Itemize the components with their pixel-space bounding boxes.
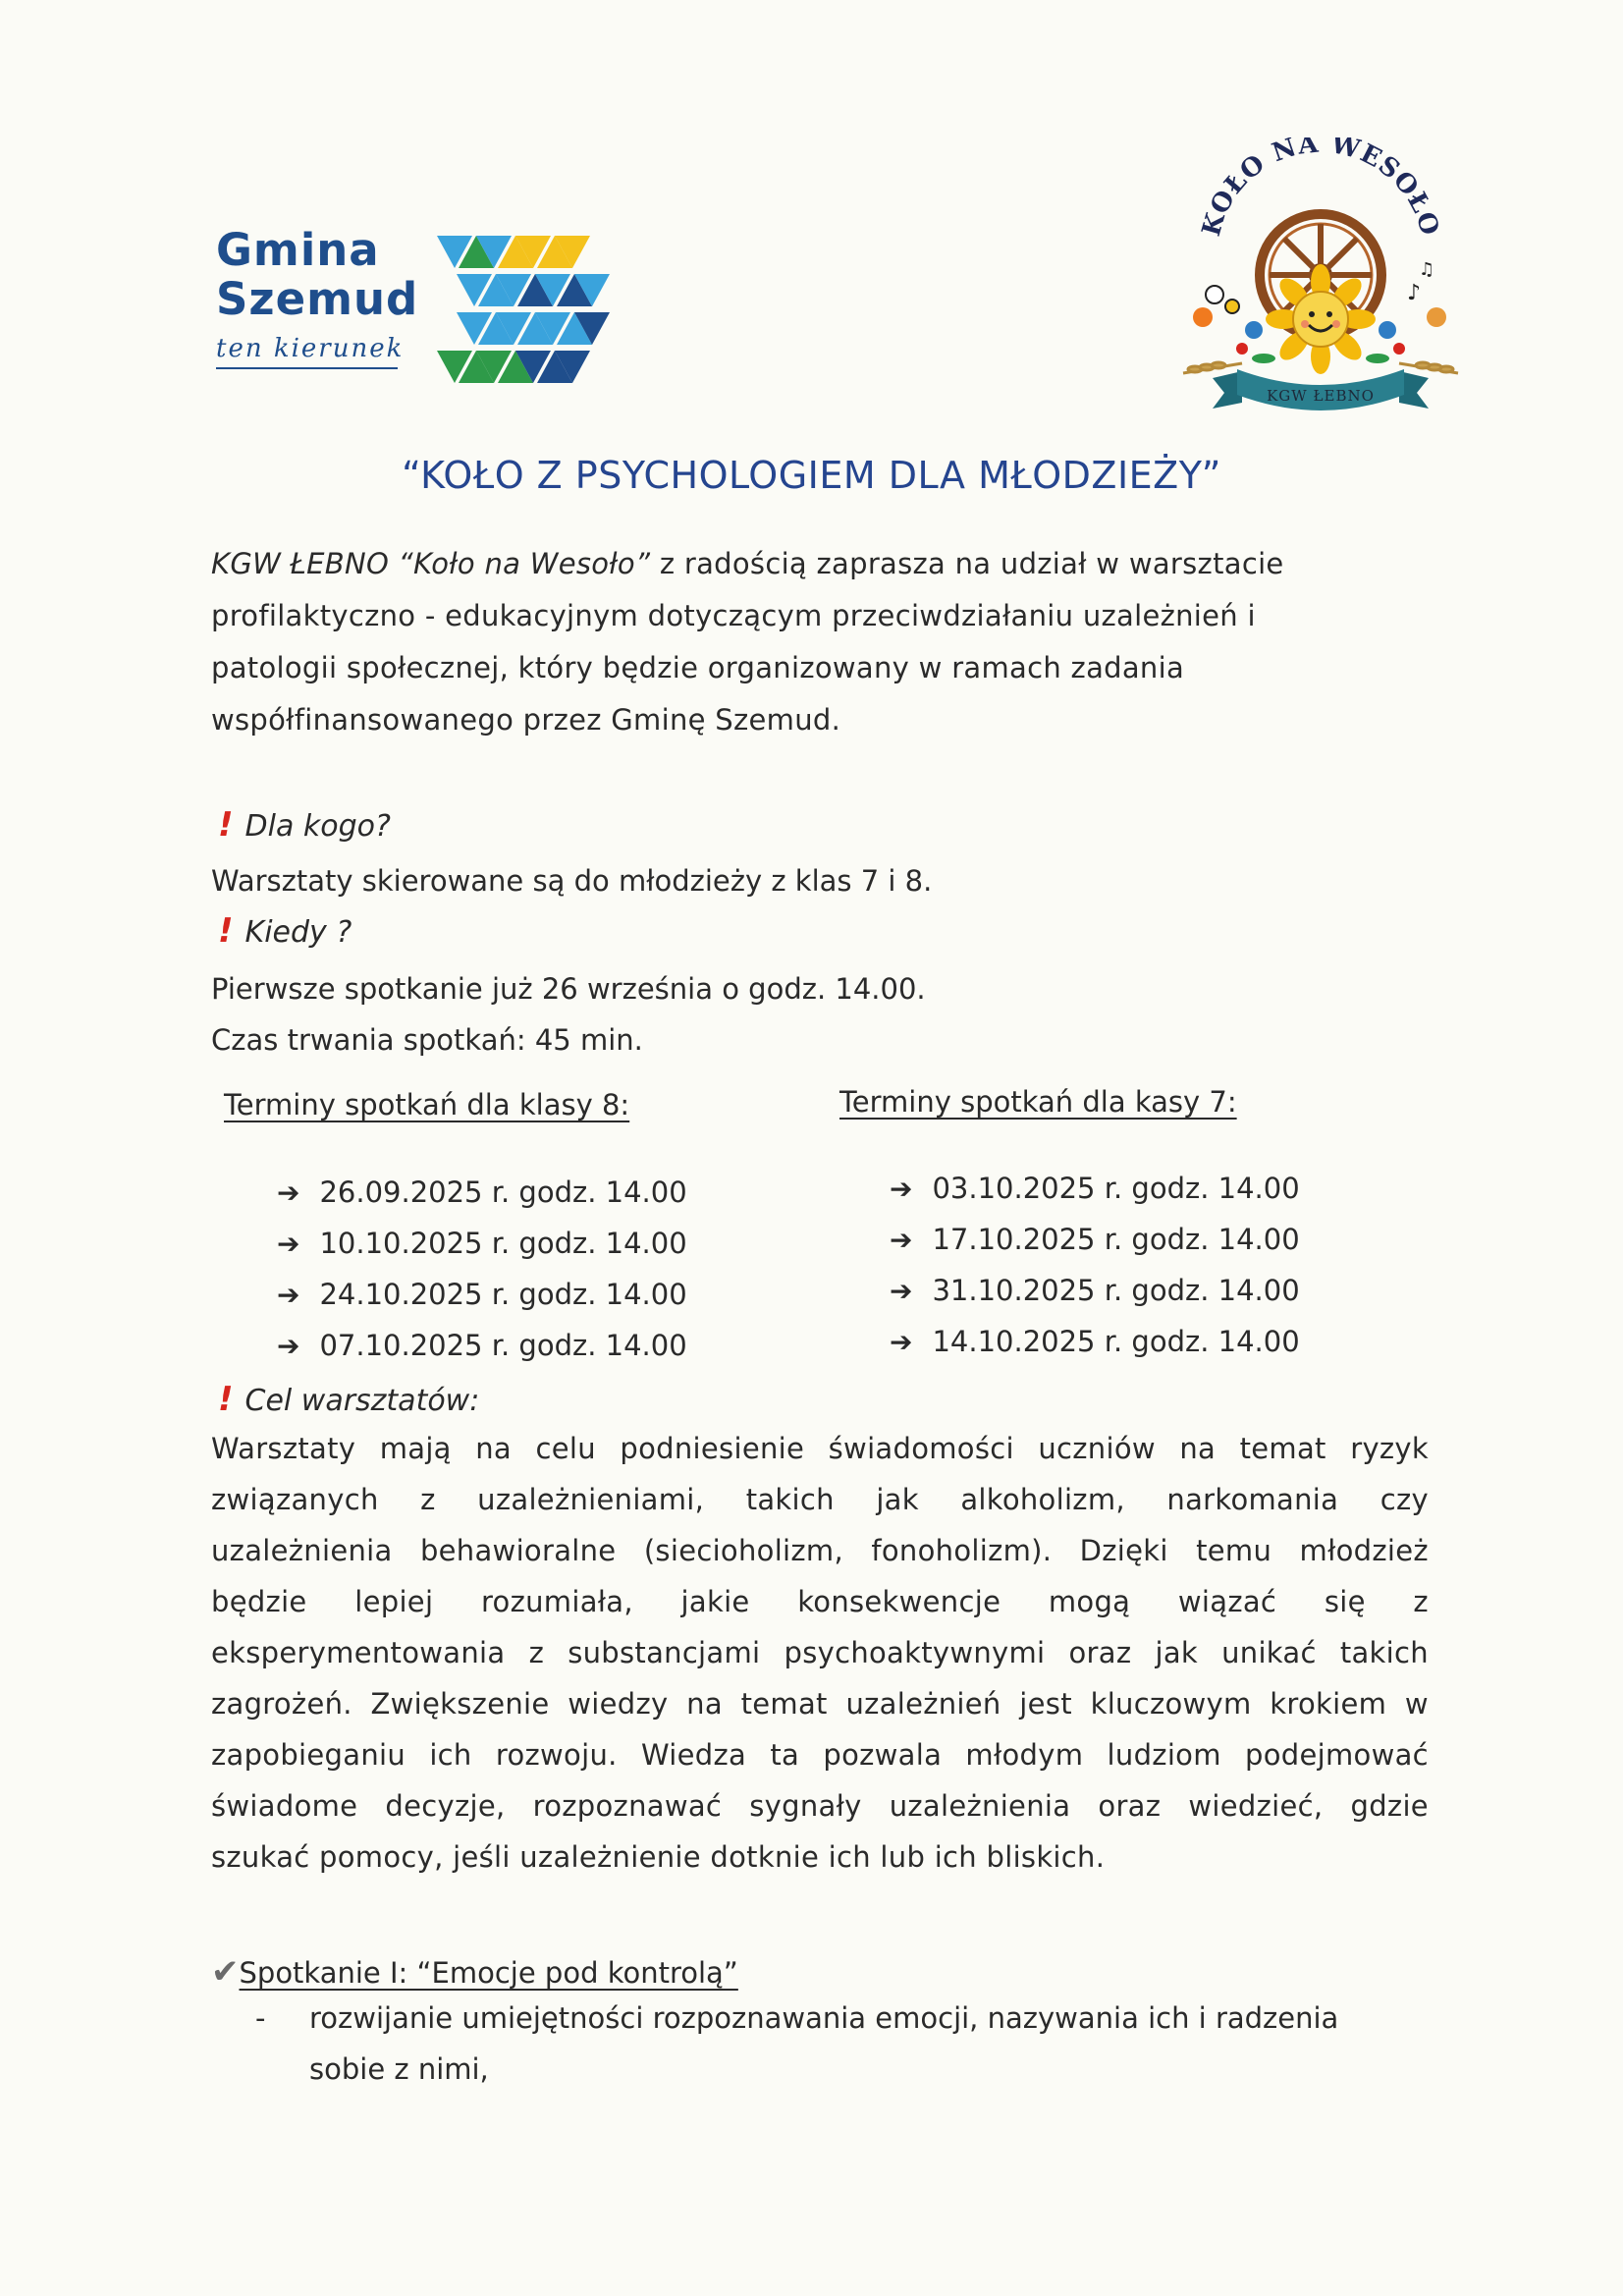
goal-line: Warsztaty mają na celu podniesienie świadomości uczniów na temat ryzyk [211,1432,1429,1465]
goal-line: eksperymentowania z substancjami psychoaktywnymi oraz jak unikać takich [211,1636,1429,1669]
goal-heading [218,1380,479,1419]
exclamation-icon: ! [218,911,234,951]
goal-line: świadome decyzje, rozpoznawać sygnały uzależnienia oraz wiedzieć, gdzie [211,1789,1429,1823]
date-text: 24.10.2025 r. godz. 14.00 [319,1278,687,1311]
triangle-mosaic-icon [437,231,633,398]
schedule-8-heading: Terminy spotkań dla klasy 8: [224,1088,630,1121]
when-line-2: Czas trwania spotkań: 45 min. [211,1023,643,1057]
arrow-right-icon: ➔ [890,1274,913,1307]
arrow-right-icon: ➔ [890,1172,913,1205]
meeting-1-heading [211,1952,738,1992]
gmina-tagline: ten kierunek [216,334,405,363]
kgw-ribbon-text: KGW ŁEBNO [1267,387,1375,405]
for-whom-text: Warsztaty skierowane są do młodzieży z klas 7 i 8. [211,864,933,898]
intro-line1-rest: z radością zaprasza na udział w warsztacie [650,547,1284,580]
when-heading [218,911,352,951]
kgw-badge-graphic [1173,137,1468,417]
arrow-right-icon: ➔ [277,1278,300,1311]
date-text: 03.10.2025 r. godz. 14.00 [932,1172,1300,1205]
when-line-1: Pierwsze spotkanie już 26 września o godz. 14.00. [211,972,926,1006]
schedule-7-list [890,1163,1300,1367]
music-notes-icon [1407,259,1434,305]
gmina-line2: Szemud [216,273,419,325]
intro-paragraph [211,538,1419,746]
tagline-underline [216,367,398,369]
for-whom-heading [218,805,391,845]
list-item [277,1320,687,1371]
intro-line-1 [211,538,1419,590]
arrow-right-icon: ➔ [890,1325,913,1358]
arrow-right-icon: ➔ [277,1227,300,1260]
schedule-7-heading: Terminy spotkań dla kasy 7: [839,1085,1237,1119]
goal-line: zagrożeń. Zwiększenie wiedzy na temat uzależnień jest kluczowym krokiem w [211,1687,1429,1721]
list-item [890,1214,1300,1265]
goal-line: będzie lepiej rozumiała, jakie konsekwencje mogą wiązać się z [211,1585,1429,1618]
goal-line: związanych z uzależnieniami, takich jak alkoholizm, narkomania czy [211,1483,1429,1516]
svg-text:♪: ♪ [1407,281,1422,305]
arrow-right-icon: ➔ [890,1223,913,1256]
bullet-line-2: sobie z nimi, [309,2052,489,2086]
list-item [277,1269,687,1320]
goal-line: uzależnienia behawioralne (siecioholizm, fonoholizm). Dzięki temu młodzież [211,1534,1429,1567]
org-name: KGW ŁEBNO “Koło na Wesoło” [211,547,651,580]
kgw-arc-text: KOŁO NA WESOŁO [1196,137,1445,240]
when-label: Kiedy ? [244,915,352,950]
exclamation-icon: ! [218,1380,234,1419]
list-item [277,1218,687,1269]
list-item [277,1167,687,1218]
kgw-lebno-badge [1173,137,1468,417]
intro-line-4: współfinansowanego przez Gminę Szemud. [211,703,841,737]
arrow-right-icon: ➔ [277,1175,300,1209]
list-item [890,1316,1300,1367]
gmina-line1: Gmina [216,224,380,276]
sunflower-icon [1266,264,1376,374]
page-title: “KOŁO Z PSYCHOLOGIEM DLA MŁODZIEŻY” [402,454,1221,497]
date-text: 14.10.2025 r. godz. 14.00 [932,1325,1300,1358]
meeting-1-title: Spotkanie I: “Emocje pod kontrolą” [239,1956,738,1990]
goal-paragraph [211,1432,1429,1891]
goal-line: szukać pomocy, jeśli uzależnienie dotknie ich lub ich bliskich. [211,1840,1106,1874]
ribbon-banner [1213,369,1429,410]
bullet-text-1: rozwijanie umiejętności rozpoznawania emocji, nazywania ich i radzenia [309,2001,1339,2035]
arrow-right-icon: ➔ [277,1329,300,1362]
date-text: 07.10.2025 r. godz. 14.00 [319,1329,687,1362]
schedule-8-list [277,1167,687,1371]
date-text: 31.10.2025 r. godz. 14.00 [932,1274,1300,1307]
list-item [890,1163,1300,1214]
intro-line-3: patologii społecznej, który będzie organizowany w ramach zadania [211,651,1185,684]
meeting-1-bullet [255,2001,1434,2104]
gmina-szemud-logo [216,226,628,403]
for-whom-label: Dla kogo? [244,809,391,844]
date-text: 17.10.2025 r. godz. 14.00 [932,1223,1300,1256]
intro-line-2: profilaktyczno - edukacyjnym dotyczącym przeciwdziałaniu uzależnień i [211,599,1256,632]
exclamation-icon: ! [218,805,234,845]
bullet-line-1 [255,2001,1434,2052]
date-text: 26.09.2025 r. godz. 14.00 [319,1175,687,1209]
goal-label: Cel warsztatów: [244,1384,480,1418]
goal-line: zapobieganiu ich rozwoju. Wiedza ta pozwala młodym ludziom podejmować [211,1738,1429,1772]
svg-text:♫: ♫ [1419,259,1435,280]
dash-bullet: - [255,2001,266,2035]
list-item [890,1265,1300,1316]
date-text: 10.10.2025 r. godz. 14.00 [319,1227,687,1260]
check-icon: ✔ [211,1952,240,1992]
